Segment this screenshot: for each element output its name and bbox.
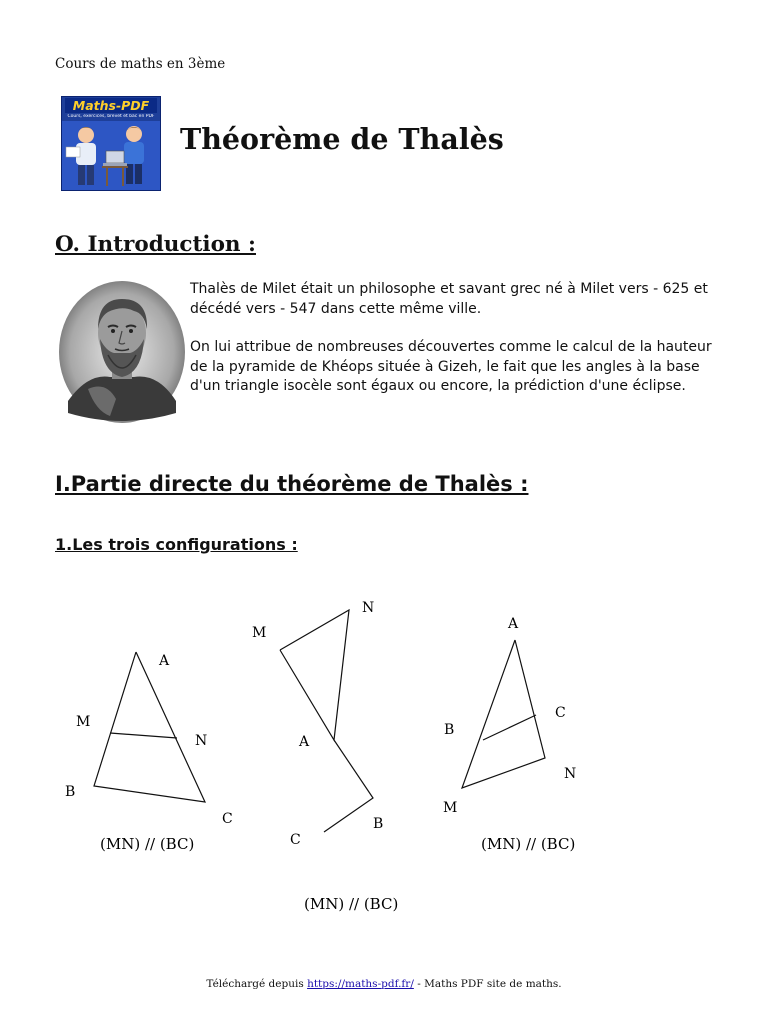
fig3-label-m: M xyxy=(443,800,458,816)
configuration-2 xyxy=(280,610,373,832)
thales-portrait xyxy=(58,281,186,424)
fig2-label-m: M xyxy=(252,625,267,641)
fig3-triangle xyxy=(462,640,545,788)
footer-link[interactable]: https://maths-pdf.fr/ xyxy=(307,978,414,990)
configuration-3 xyxy=(462,640,545,788)
fig2-label-n: N xyxy=(362,600,375,616)
fig3-label-n: N xyxy=(564,766,577,782)
logo-illustration xyxy=(62,121,160,190)
fig3-label-a: A xyxy=(508,616,519,632)
configuration-1 xyxy=(94,652,208,802)
fig2-caption: (MN) // (BC) xyxy=(304,895,399,913)
part1-heading: I.Partie directe du théorème de Thalès : xyxy=(55,472,529,496)
intro-heading: O. Introduction : xyxy=(55,232,256,257)
fig3-caption: (MN) // (BC) xyxy=(481,835,576,853)
maths-pdf-logo xyxy=(61,96,161,191)
fig2-label-b: B xyxy=(373,816,384,832)
fig1-caption: (MN) // (BC) xyxy=(100,835,195,853)
fig3-segment-bc xyxy=(483,715,536,740)
fig1-label-b: B xyxy=(65,784,76,800)
fig3-label-b: B xyxy=(444,722,455,738)
intro-paragraph-2: On lui attribue de nombreuses découvertes comme le calcul de la hauteur de la pyramide de Khéops située à Gizeh, le fait que les angles à la base d'un triangle isocèle sont égaux ou encore, la prédiction d'une éclipse. xyxy=(190,339,712,394)
footer xyxy=(0,978,768,990)
fig2-lower-triangle xyxy=(324,740,373,832)
fig2-label-c: C xyxy=(290,832,301,848)
configurations-heading: 1.Les trois configurations : xyxy=(55,535,298,554)
page-title: Théorème de Thalès xyxy=(180,122,504,156)
fig2-upper-triangle xyxy=(280,610,349,740)
footer-suffix: - Maths PDF site de maths. xyxy=(413,978,562,990)
footer-prefix: Téléchargé depuis xyxy=(206,978,308,990)
fig1-label-m: M xyxy=(76,714,91,730)
fig3-label-c: C xyxy=(555,705,566,721)
fig1-label-n: N xyxy=(195,733,208,749)
logo-tagline: Cours, exercices, brevet et bac en PDF xyxy=(67,114,155,119)
fig2-label-a: A xyxy=(299,734,310,750)
thales-configurations-figure xyxy=(0,590,768,920)
fig1-label-a: A xyxy=(159,653,170,669)
intro-paragraph-1: Thalès de Milet était un philosophe et savant grec né à Milet vers - 625 et décédé vers - 547 dans cette même ville. xyxy=(190,281,708,317)
course-label: Cours de maths en 3ème xyxy=(55,56,226,72)
logo-brand: Maths-PDF xyxy=(65,98,157,113)
fig1-triangle xyxy=(94,652,208,802)
fig1-label-c: C xyxy=(222,811,233,827)
fig1-segment-mn xyxy=(110,733,177,738)
